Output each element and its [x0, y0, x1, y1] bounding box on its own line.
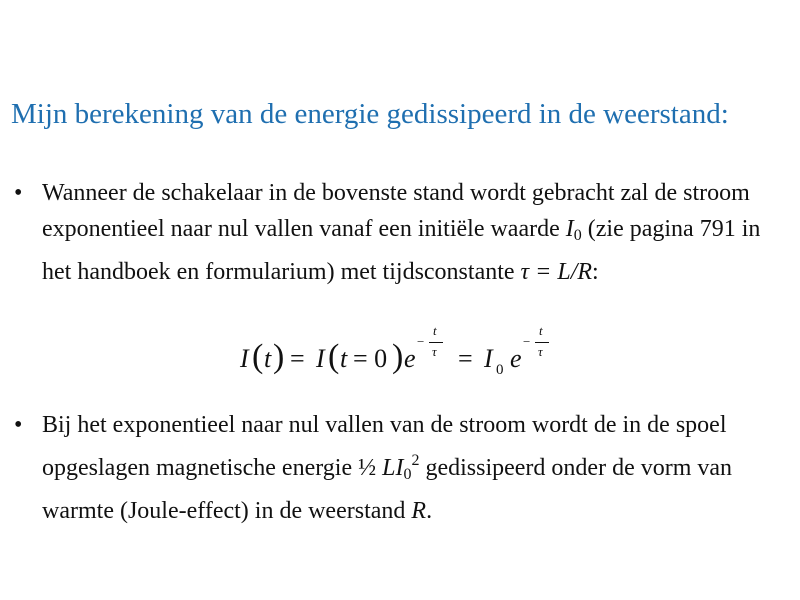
formula-den2: τ — [538, 344, 543, 359]
formula-eq1: = — [290, 344, 305, 373]
formula-num2: t — [539, 323, 543, 338]
current-formula — [236, 320, 576, 390]
bullet2-text-b: gedissipeerd onder de vorm van warmte (Joule-effect) in de weerstand — [42, 455, 733, 524]
bullet-dot: • — [14, 180, 23, 206]
symbol-R: R — [411, 498, 427, 524]
formula-t2: t — [340, 344, 348, 373]
subscript-0: 0 — [573, 227, 582, 244]
period: . — [426, 498, 433, 524]
symbol-tau-expr: τ = — [520, 259, 552, 285]
formula-num1: t — [433, 323, 437, 338]
bullet1-text-a: Wanneer de schakelaar in de bovenste stand wordt gebracht zal de stroom exponentieel naar nul vallen vanaf een initiële waarde — [42, 180, 750, 242]
symbol-LI: LI — [382, 455, 404, 481]
colon: : — [592, 259, 599, 285]
symbol-I: I — [565, 216, 574, 242]
formula-I2: I — [316, 344, 325, 373]
bullet-text-1 — [42, 175, 774, 290]
formula-minus1: − — [417, 334, 425, 349]
formula-minus2: − — [523, 334, 531, 349]
subscript-0: 0 — [403, 466, 412, 483]
formula-den1: τ — [432, 344, 437, 359]
formula-paren-open-1: ( — [252, 338, 264, 375]
symbol-L-over-R: L/R — [557, 259, 593, 285]
bullet-text-2 — [42, 407, 774, 529]
formula-fraction-bar-1 — [429, 342, 443, 343]
bullet2-text-a: Bij het exponentieel naar nul vallen van de stroom wordt de in de spoel opgeslagen magnetische energie ½ — [42, 412, 727, 481]
bullet1-text-b: (zie pagina 791 in het handboek en formularium) met tijdsconstante — [42, 216, 761, 285]
bullet-item-1 — [14, 175, 774, 290]
formula-I1: I — [240, 344, 249, 373]
formula-t1: t — [264, 344, 272, 373]
slide-title: Mijn berekening van de energie gedissipeerd in de weerstand: — [11, 98, 729, 130]
formula-paren-close-2: ) — [392, 338, 404, 375]
formula-fraction-bar-2 — [535, 342, 549, 343]
bullet-dot: • — [14, 412, 23, 438]
formula-e1: e — [404, 344, 416, 373]
formula-paren-close-1: ) — [273, 338, 285, 375]
formula-sub0: 0 — [496, 362, 504, 378]
formula-e2: e — [510, 344, 522, 373]
formula-paren-open-2: ( — [328, 338, 340, 375]
formula-I3: I — [484, 344, 493, 373]
bullet-item-2 — [14, 407, 774, 529]
formula-eq-zero: = 0 — [353, 344, 388, 373]
formula-eq2: = — [458, 344, 473, 373]
superscript-2: 2 — [411, 452, 420, 469]
